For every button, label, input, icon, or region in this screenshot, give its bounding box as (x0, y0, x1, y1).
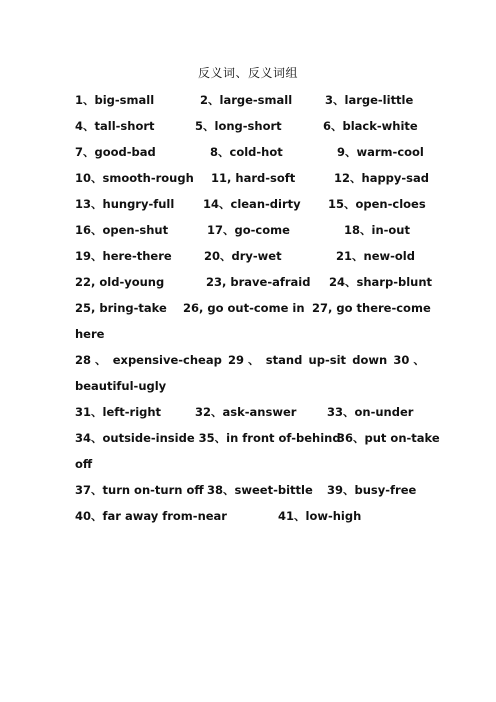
list-item: 34、outside-inside 35、in front of-behind (75, 431, 341, 445)
list-item: 31、left-right (75, 405, 162, 419)
page-title: 反义词、反义词组 (197, 66, 298, 80)
list-item: 14、clean-dirty (203, 197, 301, 211)
list-item: 17、go-come (207, 223, 290, 237)
list-item: 32、ask-answer (195, 405, 297, 419)
list-item-number: 28 、 (75, 353, 107, 367)
list-item: 2、large-small (200, 93, 293, 107)
list-line-6 (75, 221, 425, 247)
list-item: 16、open-shut (75, 223, 169, 237)
list-item: expensive-cheap (112, 353, 222, 367)
list-line-3 (75, 143, 425, 169)
list-item: 3、large-little (325, 93, 414, 107)
list-line-13 (75, 481, 425, 507)
list-line-11 (75, 403, 425, 429)
list-item: 26, go out-come in (183, 301, 305, 315)
list-item: 41、low-high (278, 509, 362, 523)
list-item: 1、big-small (75, 93, 155, 107)
list-item: 5、long-short (195, 119, 282, 133)
list-item: 23, brave-afraid (206, 275, 311, 289)
list-item-number: 30 、 (393, 353, 425, 367)
list-item: 9、warm-cool (337, 145, 424, 159)
list-line-1 (75, 91, 425, 117)
list-item: 19、here-there (75, 249, 172, 263)
list-item: 13、hungry-full (75, 197, 175, 211)
list-line-4 (75, 169, 430, 195)
list-line-10-continued (75, 377, 425, 403)
list-item-continued: here (75, 327, 105, 341)
list-line-9-continued (75, 325, 425, 351)
list-line-12-continued (75, 455, 425, 481)
list-item: 38、sweet-bittle (207, 483, 313, 497)
list-item-continued: off (75, 457, 93, 471)
list-line-2 (75, 117, 425, 143)
list-line-12 (75, 429, 440, 455)
list-item: 37、turn on-turn off (75, 483, 204, 497)
list-item: 15、open-cloes (328, 197, 426, 211)
list-item: 22, old-young (75, 275, 165, 289)
list-line-5 (75, 195, 425, 221)
list-item: 7、good-bad (75, 145, 156, 159)
list-item: 25, bring-take (75, 301, 167, 315)
list-item-word: down (352, 353, 388, 367)
list-item-number: 29 、 (228, 353, 260, 367)
list-item: 33、on-under (327, 405, 414, 419)
list-item: 10、smooth-rough (75, 171, 194, 185)
list-line-9 (75, 299, 431, 325)
list-item-continued: beautiful-ugly (75, 379, 167, 393)
list-item: 21、new-old (336, 249, 415, 263)
list-item: 40、far away from-near (75, 509, 227, 523)
list-item: 27, go there-come (312, 301, 431, 315)
list-item: 20、dry-wet (204, 249, 282, 263)
list-item: 4、tall-short (75, 119, 155, 133)
list-line-14 (75, 507, 425, 533)
list-item: 12、happy-sad (334, 171, 430, 185)
word-list (75, 91, 440, 533)
list-item: 36、put on-take (337, 431, 440, 445)
list-item: 39、busy-free (327, 483, 417, 497)
list-item: 11, hard-soft (211, 171, 296, 185)
list-item-word: stand (265, 353, 303, 367)
list-line-8 (75, 273, 433, 299)
list-item: 6、black-white (323, 119, 418, 133)
list-item-word: up-sit (308, 353, 347, 367)
list-item: 24、sharp-blunt (329, 275, 433, 289)
list-line-10 (75, 351, 425, 377)
list-item: 18、in-out (344, 223, 410, 237)
list-line-7 (75, 247, 425, 273)
list-item: 8、cold-hot (210, 145, 283, 159)
